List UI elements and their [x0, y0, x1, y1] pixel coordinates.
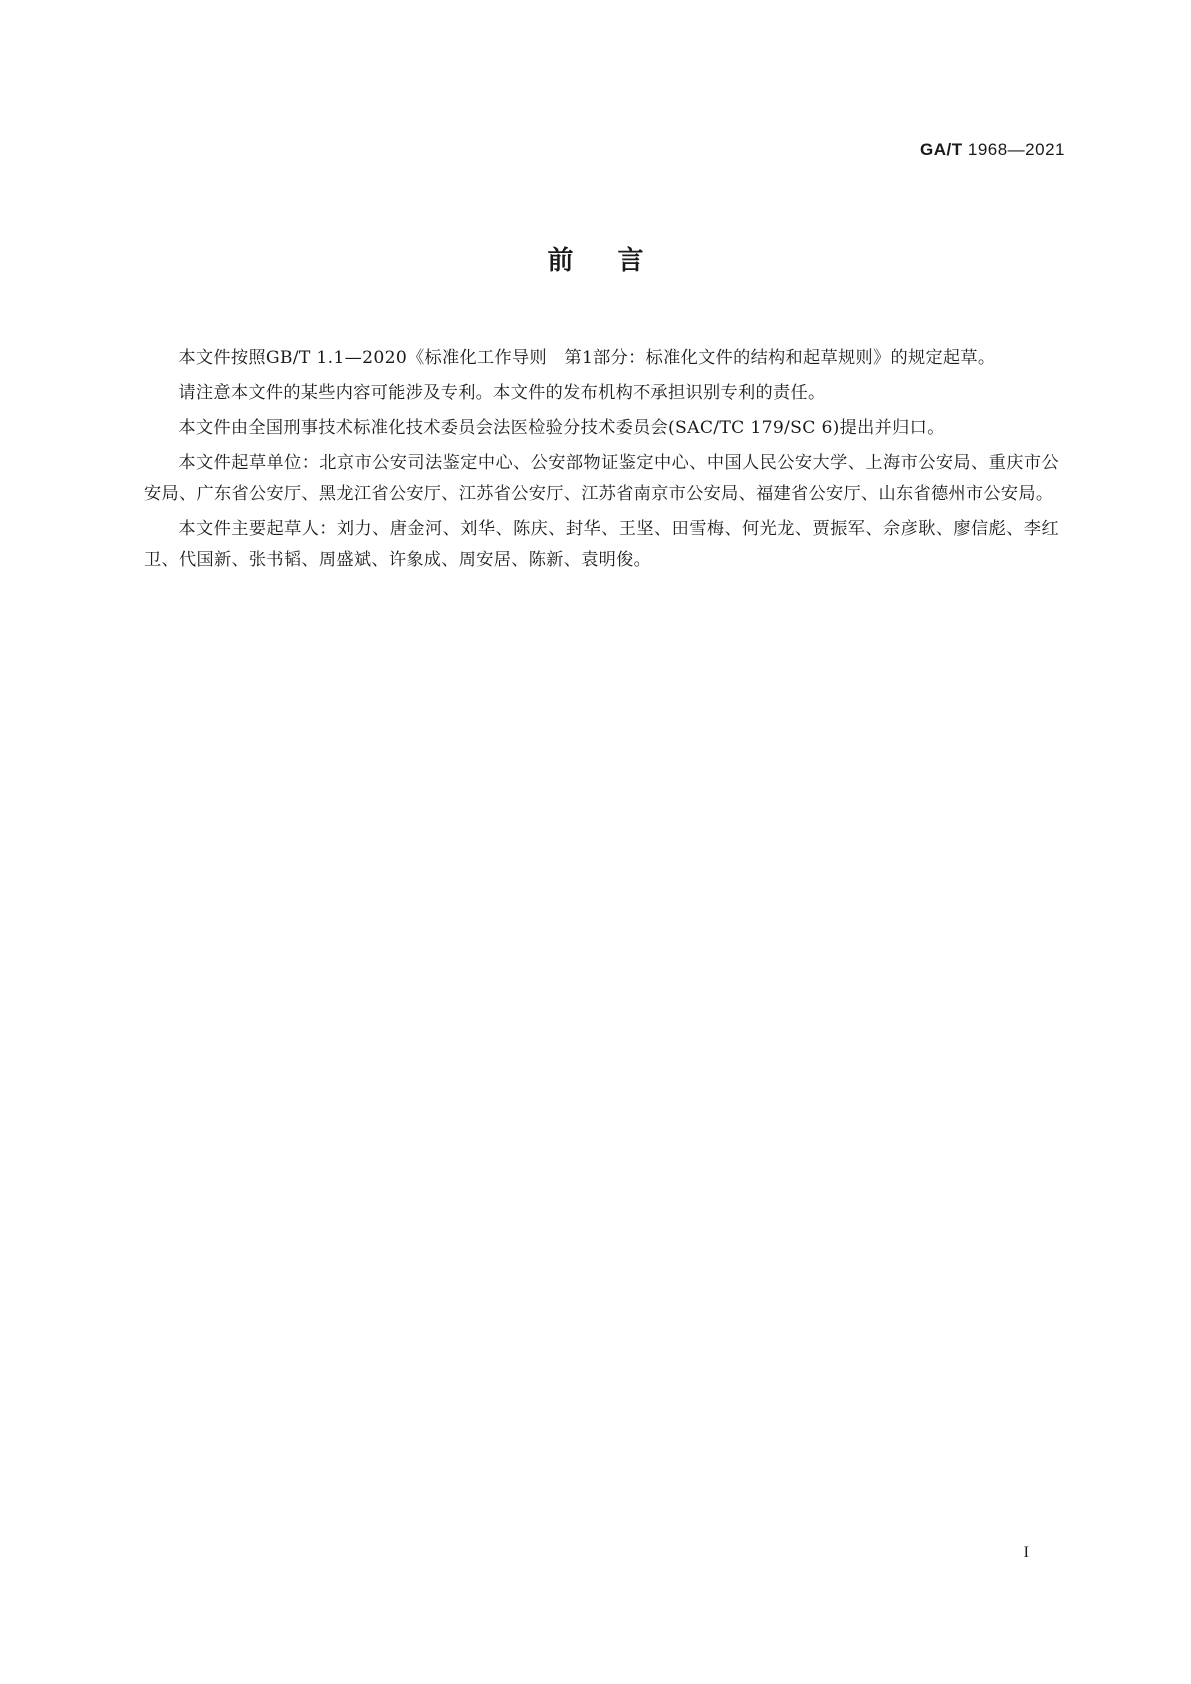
page-number: I	[1023, 1544, 1029, 1561]
paragraph-proposer: 本文件由全国刑事技术标准化技术委员会法医检验分技术委员会(SAC/TC 179/SC 6)提出并归口。	[178, 418, 945, 438]
paragraph-drafting-units: 本文件起草单位：北京市公安司法鉴定中心、公安部物证鉴定中心、中国人民公安大学、上海市公安局、重庆市公安局、广东省公安厅、黑龙江省公安厅、江苏省公安厅、江苏省南京市公安局、福建省公安厅、山东省德州市公安局。	[144, 453, 1059, 504]
paragraph-drafting-rules: 本文件按照GB/T 1.1—2020《标准化工作导则 第1部分：标准化文件的结构和起草规则》的规定起草。	[178, 348, 996, 368]
foreword-body	[144, 343, 1059, 580]
document-code-number: 1968—2021	[967, 140, 1065, 159]
document-code	[920, 140, 1065, 160]
page-title: 前言	[547, 246, 688, 276]
paragraph-patent-notice: 请注意本文件的某些内容可能涉及专利。本文件的发布机构不承担识别专利的责任。	[178, 383, 826, 403]
document-code-prefix: GA/T	[920, 140, 963, 159]
paragraph-drafters: 本文件主要起草人：刘力、唐金河、刘华、陈庆、封华、王坚、田雪梅、何光龙、贾振军、佘彦耿、廖信彪、李红卫、代国新、张书韬、周盛斌、许象成、周安居、陈新、袁明俊。	[144, 519, 1059, 570]
